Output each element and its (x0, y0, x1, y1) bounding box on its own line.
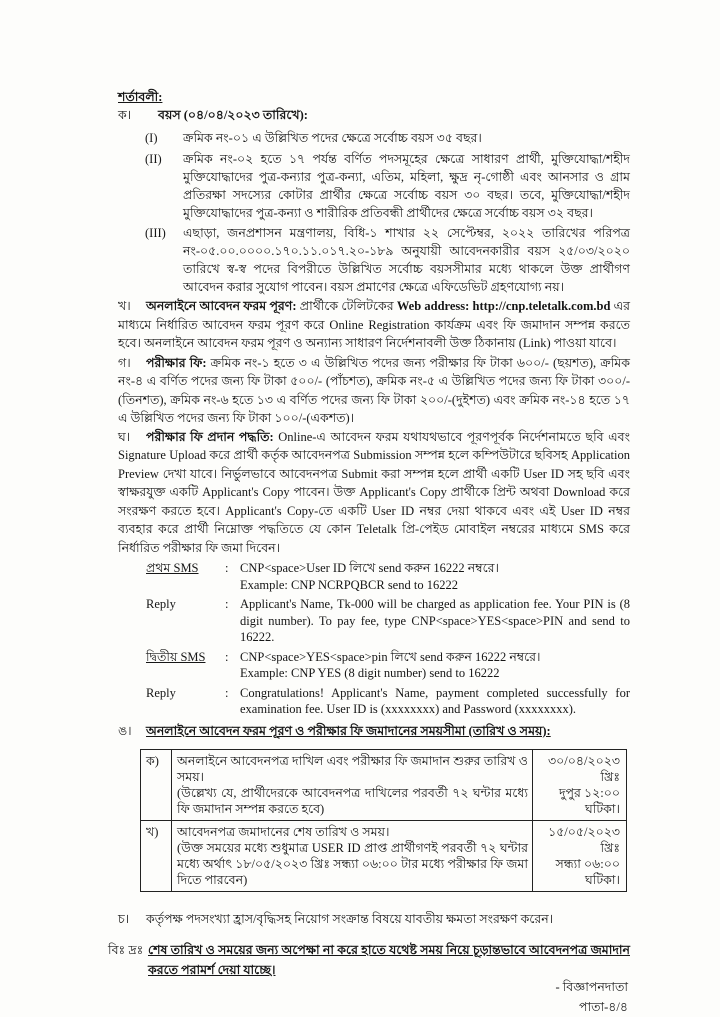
online-form-text-before: প্রার্থীকে টেলিটকের (299, 299, 394, 313)
age-rule-item (145, 224, 630, 296)
note-label: বিঃ দ্রঃ (108, 943, 144, 957)
authority-section (118, 910, 630, 929)
row-datetime (533, 820, 627, 891)
web-address: Web address: http://cnp.teletalk.com.bd (396, 299, 611, 313)
conditions-title-line (118, 88, 630, 106)
note-text: শেষ তারিখ ও সময়ের জন্য অপেক্ষা না করে হাতে যথেষ্ট সময় নিয়ে চূড়ান্তভাবে আবেদনপত্র জমাদান করতে পরামর্শ দেয়া যাচ্ছে। (148, 943, 630, 977)
age-rule-text: ক্রমিক নং-০১ এ উল্লিখিত পদের ক্ষেত্রে সর্বোচ্চ বয়স ৩৫ বছর। (183, 130, 482, 145)
row-date: ১৫/০৫/২০২৩ খ্রিঃ (548, 824, 620, 855)
sms-example: Example: CNP YES (8 digit number) send to 16222 (240, 666, 500, 680)
fee-payment-section (118, 428, 630, 558)
page-number: পাতা-৪/৪ (579, 1000, 628, 1014)
row-main-text: আবেদনপত্র জমাদানের শেষ তারিখ ও সময়। (177, 824, 390, 839)
sms-label: Reply (146, 685, 176, 700)
row-time: দুপুর ১২:০০ ঘটিকা। (558, 785, 620, 816)
sms-reply-text: Congratulations! Applicant's Name, payment completed successfully for examination fee. User ID is (xxxxxxxx) and Password (xxxxxxxx). (240, 685, 630, 716)
row-label: খ) (141, 820, 172, 891)
conditions-title: শর্তাবলী: (118, 90, 163, 104)
exam-fee-label: গ। (118, 355, 131, 370)
deadline-section-heading (118, 722, 630, 740)
exam-fee-heading: পরীক্ষার ফি: (146, 355, 207, 370)
sms-row-second (146, 649, 630, 682)
age-rule-number: (III) (145, 226, 166, 240)
exam-fee-text: ক্রমিক নং-১ হতে ৩ এ উল্লিখিত পদের জন্য পরীক্ষার ফি টাকা ৬০০/- (ছয়শত), ক্রমিক নং-৪ এ বর্ণিত পদের জন্য ফি টাকা ৫০০/- (পাঁচশত), ক্রমিক নং-৫ এ উল্লিখিত পদের জন্য ফি টাকা ৩০০/-(তিনশত), ক্রমিক নং-৬ হতে ১৩ এ বর্ণিত পদের জন্য ফি টাকা ২০০/-(দুইশত) এবং ক্রমিক নং-১৪ হতে ১৭ এ উল্লিখিত পদের জন্য ফি টাকা ১০০/-(একশত)। (118, 355, 630, 425)
document-page (108, 88, 631, 1016)
sms-colon: : (225, 649, 229, 664)
table-row (141, 749, 627, 820)
online-form-heading: অনলাইনে আবেদন ফরম পূরণ: (146, 299, 297, 313)
deadline-title: অনলাইনে আবেদন ফরম পূরণ ও পরীক্ষার ফি জমাদানের সময়সীমা (তারিখ ও সময়): (146, 723, 551, 738)
deadline-label: ঙ। (118, 723, 132, 738)
row-label: ক) (141, 749, 172, 820)
row-description (172, 820, 533, 891)
online-form-section (118, 297, 630, 353)
age-rules-list (145, 129, 630, 297)
sms-reply-text: Applicant's Name, Tk-000 will be charged as application fee. Your PIN is (8 digit number). To pay fee, type CNP<space>YES<space>PIN and send to 16222. (240, 597, 630, 644)
row-date: ৩০/০৪/২০২৩ খ্রিঃ (548, 753, 620, 784)
sms-command: CNP<space>YES<space>pin লিখে send করুন 16222 নম্বরে। (240, 649, 541, 664)
deadline-table (140, 749, 627, 892)
sms-body (240, 649, 630, 682)
age-rule-number: (I) (145, 130, 158, 145)
sms-colon: : (225, 597, 229, 611)
age-section-title: বয়স (০৪/০৪/২০২৩ তারিখে): (158, 108, 308, 122)
row-main-text: অনলাইনে আবেদনপত্র দাখিল এবং পরীক্ষার ফি জমাদান শুরুর তারিখ ও সময়। (177, 753, 528, 784)
age-section-heading (118, 106, 630, 125)
fee-payment-text: Online-এ আবেদন ফরম যথাযথভাবে পূরণপূর্বক নির্দেশনামতে ছবি এবং Signature Upload করে প্রার্থী কর্তৃক আবেদনপত্র Submission সম্পন্ন হলে কম্পিউটারে ছবিসহ Application Preview দেখা যাবে। নির্ভুলভাবে আবেদনপত্র Submit করা সম্পন্ন হলে প্রার্থী একটি User ID সহ ছবি এবং স্বাক্ষরযুক্ত একটি Applicant's Copy পাবেন। উক্ত Applicant's Copy প্রার্থীকে প্রিন্ট অথবা Download করে সংরক্ষণ করতে হবে। Applicant's Copy-তে একটি User ID নম্বর দেয়া থাকবে এবং এই User ID নম্বর ব্যবহার করে প্রার্থী নিম্নোক্ত পদ্ধতিতে যে কোন Teletalk প্রি-পেইড মোবাইল নম্বরের মাধ্যমে SMS করে নির্ধারিত পরীক্ষার ফি জমা দিবেন। (118, 429, 630, 555)
fee-payment-label: ঘ। (118, 429, 131, 444)
table-row (141, 820, 627, 891)
fee-payment-heading: পরীক্ষার ফি প্রদান পদ্ধতি: (146, 429, 274, 444)
note-section (108, 940, 630, 980)
age-rule-item (145, 150, 630, 222)
row-note-text: (উক্ত সময়ের মধ্যে শুধুমাত্র USER ID প্রাপ্ত প্রার্থীগণই পরবর্তী ৭২ ঘন্টার মধ্যে অর্থাৎ ১৮/০৫/২০২৩ খ্রিঃ সন্ধ্যা ০৬:০০ টার মধ্যে পরীক্ষার ফি জমা দিতে পারবেন) (177, 840, 528, 887)
age-rule-text: এছাড়া, জনপ্রশাসন মন্ত্রণালয়, বিধি-১ শাখার ২২ সেপ্টেম্বর, ২০২২ তারিখের পরিপত্র নং-০৫.০০.০০০০.১৭০.১১.০১৭.২০-১৮৯ অনুযায়ী আবেদনকারীর বয়স ২৫/০৩/২০২০ তারিখে স্ব-স্ব পদের বিপরীতে উল্লিখিত সর্বোচ্চ বয়সসীমার মধ্যে থাকলে উক্ত প্রার্থীগণ আবেদন করার সুযোগ পাবেন। বয়স প্রমাণের ক্ষেত্রে এফিডেভিট গ্রহণযোগ্য নয়। (183, 226, 630, 294)
age-section-label: ক। (118, 108, 132, 122)
exam-fee-section (118, 354, 630, 428)
sms-row-reply (146, 596, 630, 646)
age-rule-item (145, 129, 630, 147)
sms-body (240, 560, 630, 593)
row-datetime (533, 749, 627, 820)
sms-label: দ্বিতীয় SMS (146, 649, 206, 664)
online-form-label: খ। (118, 299, 131, 313)
advertiser-signature: - বিজ্ঞাপনদাতা (555, 980, 628, 994)
sms-row-reply (146, 685, 630, 718)
authority-label: চ। (118, 911, 130, 926)
row-time: সন্ধ্যা ০৬:০০ ঘটিকা। (555, 856, 620, 887)
sms-colon: : (225, 561, 229, 575)
online-form-text-after: এর মাধ্যমে নির্ধারিত আবেদন ফরম পূরণ করে Online Registration কার্যক্রম এবং ফি জমাদান সম্পন্ন করতে হবে। অনলাইনে আবেদন ফরম পূরণ ও অন্যান্য সাধারণ নির্দেশনাবলী উক্ত ঠিকানায় (Link) পাওয়া যাবে। (118, 299, 631, 350)
row-note-text: (উল্লেখ্য যে, প্রার্থীদেরকে আবেদনপত্র দাখিলের পরবর্তী ৭২ ঘন্টার মধ্যে ফি জমাদান সম্পন্ন করতে হবে) (177, 785, 528, 816)
row-description (172, 749, 533, 820)
age-rule-text: ক্রমিক নং-০২ হতে ১৭ পর্যন্ত বর্ণিত পদসমূহের ক্ষেত্রে সাধারণ প্রার্থী, মুক্তিযোদ্ধা/শহীদ মুক্তিযোদ্ধাদের পুত্র-কন্যার পুত্র-কন্যা, এতিম, মহিলা, ক্ষুদ্র নৃ-গোষ্ঠী এবং আনসার ও গ্রাম প্রতিরক্ষা সদস্যের কোটার প্রার্থীর ক্ষেত্রে সর্বোচ্চ বয়স ৩০ বছর। তবে, মুক্তিযোদ্ধা/শহীদ মুক্তিযোদ্ধাদের পুত্র-কন্যা ও শারীরিক প্রতিবন্ধী প্রার্থীদের ক্ষেত্রে সর্বোচ্চ বয়স ৩২ বছর। (183, 152, 630, 220)
authority-text: কর্তৃপক্ষ পদসংখ্যা হ্রাস/বৃদ্ধিসহ নিয়োগ সংক্রান্ত বিষয়ে যাবতীয় ক্ষমতা সংরক্ষণ করেন। (146, 911, 554, 926)
sms-example: Example: CNP NCRPQBCR send to 16222 (240, 577, 458, 592)
sms-colon: : (225, 685, 229, 700)
sms-instructions (146, 560, 630, 718)
sms-label: প্রথম SMS (146, 561, 199, 575)
sms-row-first (146, 560, 630, 593)
sms-command: CNP<space>User ID লিখে send করুন 16222 নম্বরে। (240, 561, 499, 575)
age-rule-number: (II) (145, 152, 162, 166)
sms-label: Reply (146, 597, 176, 611)
